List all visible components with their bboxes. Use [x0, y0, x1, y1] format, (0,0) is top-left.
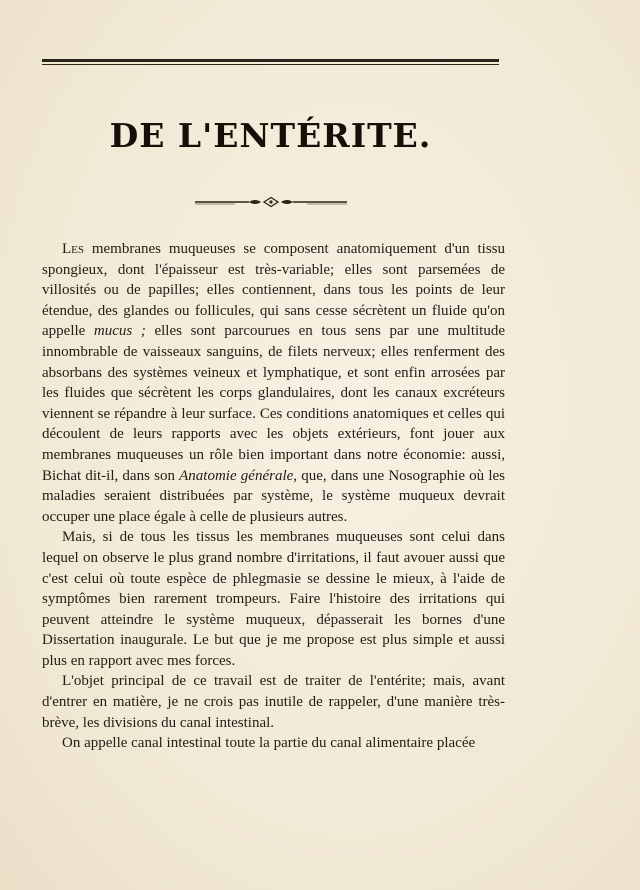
paragraph-3: L'objet principal de ce travail est de traiter de l'entérite; mais, avant d'entrer en matière, je ne crois pas inutile de rappeler, d'une manière très-brève, les divisions du canal intestinal. [42, 673, 505, 731]
paragraph-1-text-c: que, dans une Nosographie où les maladies seraient distribuées par système, le système muqueux devrait occuper une place égale à celle de plusieurs autres. [42, 467, 506, 525]
paragraph-1-text-b: elles sont parcourues en tous sens par une multitude innombrable de vaisseaux sanguins, de filets nerveux; elles renferment des absorbans des systèmes veineux et lymphatique, et sont enfin arrosées par les fluides que sécrètent les corps glandulaires, dont les canaux excréteurs viennent se répandre à leur surface. Ces conditions anatomiques et celles qui découlent de leurs rapports avec les objets extérieurs, font jouer aux membranes muqueuses un rôle bien important dans notre économie: aussi, Bichat dit-il, dans son [42, 323, 505, 484]
italic-mucus: mucus ; [93, 323, 146, 340]
italic-anatomie-generale: Anatomie générale, [179, 467, 298, 484]
chapter-title: DE L'ENTÉRITE. [109, 116, 432, 155]
header-rule-thin [42, 64, 499, 65]
paragraph-lead-word: Les [62, 241, 84, 257]
paragraph-2: Mais, si de tous les tissus les membranes muqueuses sont celui dans lequel on observe le plus grand nombre d'irritations, il faut avouer aussi que c'est celui où toute espèce de phlegmasie se dessine le mieux, à l'aide de symptômes bien rarement trompeurs. Faire l'histoire des irritations qui peuvent atteindre le système muqueux, dépasserait les bornes d'une Dissertation inaugurale. Le but que je me propose est plus simple et aussi plus en rapport avec mes forces. [42, 529, 505, 669]
header-double-rule [42, 59, 499, 66]
paragraph-1-text-a: membranes muqueuses se composent anatomiquement d'un tissu spongieux, dont l'épaisseur est très-variable; elles sont parsemées de villosités ou de papilles; elles contiennent, dans tous les points de leur étendue, des glandes ou follicules, qui sans cesse sécrètent un fluide qu'on appelle [42, 241, 505, 340]
body-text [42, 239, 505, 754]
ornament-divider-icon [195, 196, 347, 208]
paragraph-1 [42, 239, 505, 527]
paragraph-4: On appelle canal intestinal toute la partie du canal alimentaire placée [62, 735, 476, 752]
header-rule-thick [42, 59, 499, 62]
